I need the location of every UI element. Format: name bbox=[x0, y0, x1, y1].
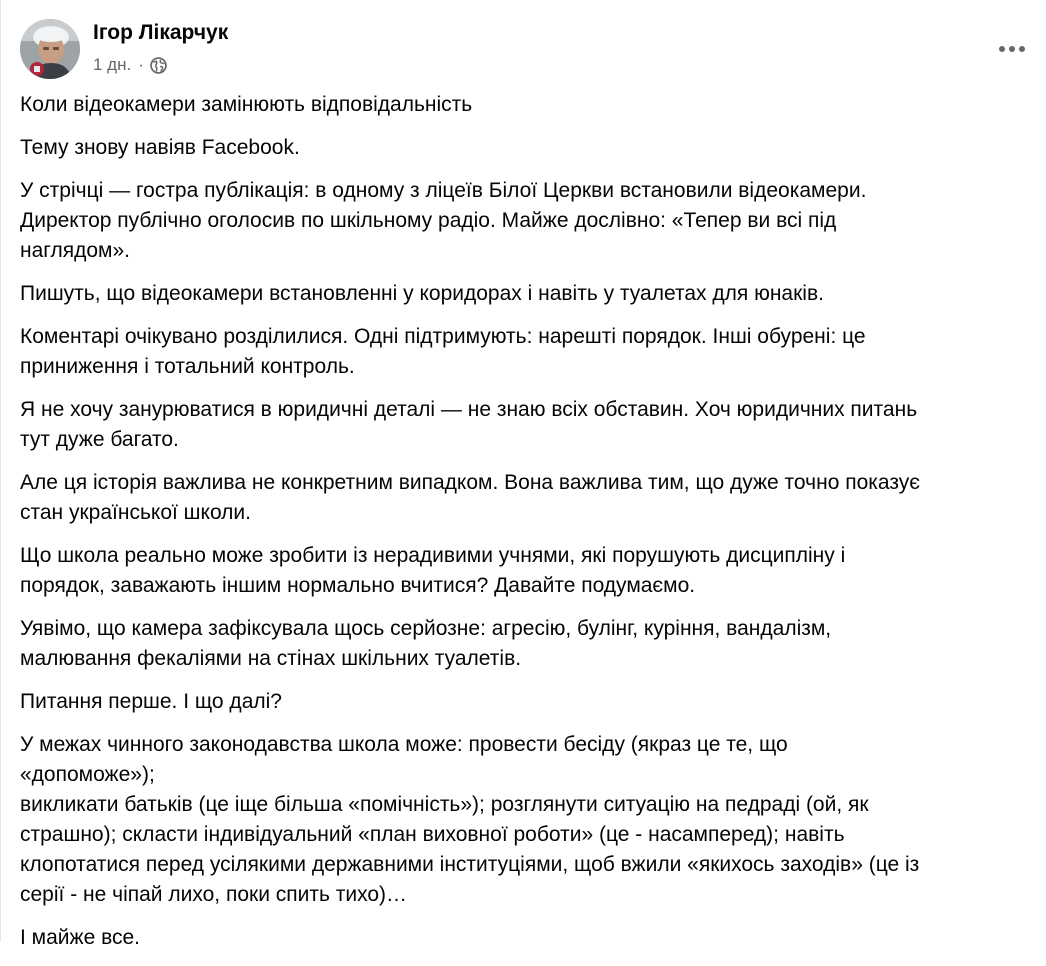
post-paragraph: І майже все. bbox=[20, 926, 141, 949]
globe-icon bbox=[150, 57, 167, 74]
post-timestamp[interactable]: 1 дн. bbox=[93, 55, 132, 74]
post-paragraph: Уявімо, що камера зафіксувала щось серйозне: агресію, булінг, куріння, вандалізм, малювання фекаліями на стінах шкільних туалетів. bbox=[20, 617, 832, 670]
post-text bbox=[20, 90, 1035, 966]
post-paragraph: Коментарі очікувано розділилися. Одні підтримують: нарешті порядок. Інші обурені: це приниження і тотальний контроль. bbox=[20, 325, 866, 378]
post-paragraph: Я не хочу занурюватися в юридичні деталі — не знаю всіх обставин. Хоч юридичних питань тут дуже багато. bbox=[20, 398, 918, 451]
post-paragraph: У межах чинного законодавства школа може: провести бесіду (якраз це те, що «допоможе»); викликати батьків (це іще більша «помічність»); розглянути ситуацію на педраді (ой, як страшно); скласти індивідуальний «план виховної роботи» (це - насамперед); навіть клопотатися перед усілякими державними інституціями, щоб вжили «якихось заходів» (це із серії - не чіпай лихо, поки спить тихо)… bbox=[20, 733, 920, 906]
author-name[interactable]: Ігор Лікарчук bbox=[93, 21, 229, 44]
meta-separator: · bbox=[138, 55, 144, 74]
post-paragraph: Але ця історія важлива не конкретним випадком. Вона важлива тим, що дуже точно показує стан української школи. bbox=[20, 471, 920, 524]
more-options-icon[interactable] bbox=[994, 31, 1030, 67]
post-paragraph: Питання перше. І що далі? bbox=[20, 690, 282, 713]
post-paragraph: Пишуть, що відеокамери встановленні у коридорах і навіть у туалетах для юнаків. bbox=[20, 282, 824, 305]
post-meta bbox=[93, 54, 167, 76]
post-paragraph: Що школа реально може зробити із нерадивими учнями, які порушують дисципліну і порядок, заважають іншим нормально вчитися? Давайте подумаємо. bbox=[20, 544, 846, 597]
avatar-photo bbox=[20, 19, 80, 79]
post-paragraph: Коли відеокамери замінюють відповідальність bbox=[20, 93, 473, 116]
post-paragraph: Тему знову навіяв Facebook. bbox=[20, 136, 300, 159]
post-paragraph: У стрічці — гостра публікація: в одному з ліцеїв Білої Церкви встановили відеокамери. Директор публічно оголосив по шкільному радіо. Майже дослівно: «Тепер ви всі під наглядом». bbox=[20, 179, 867, 262]
post-header bbox=[20, 19, 1030, 81]
avatar[interactable] bbox=[20, 19, 80, 79]
